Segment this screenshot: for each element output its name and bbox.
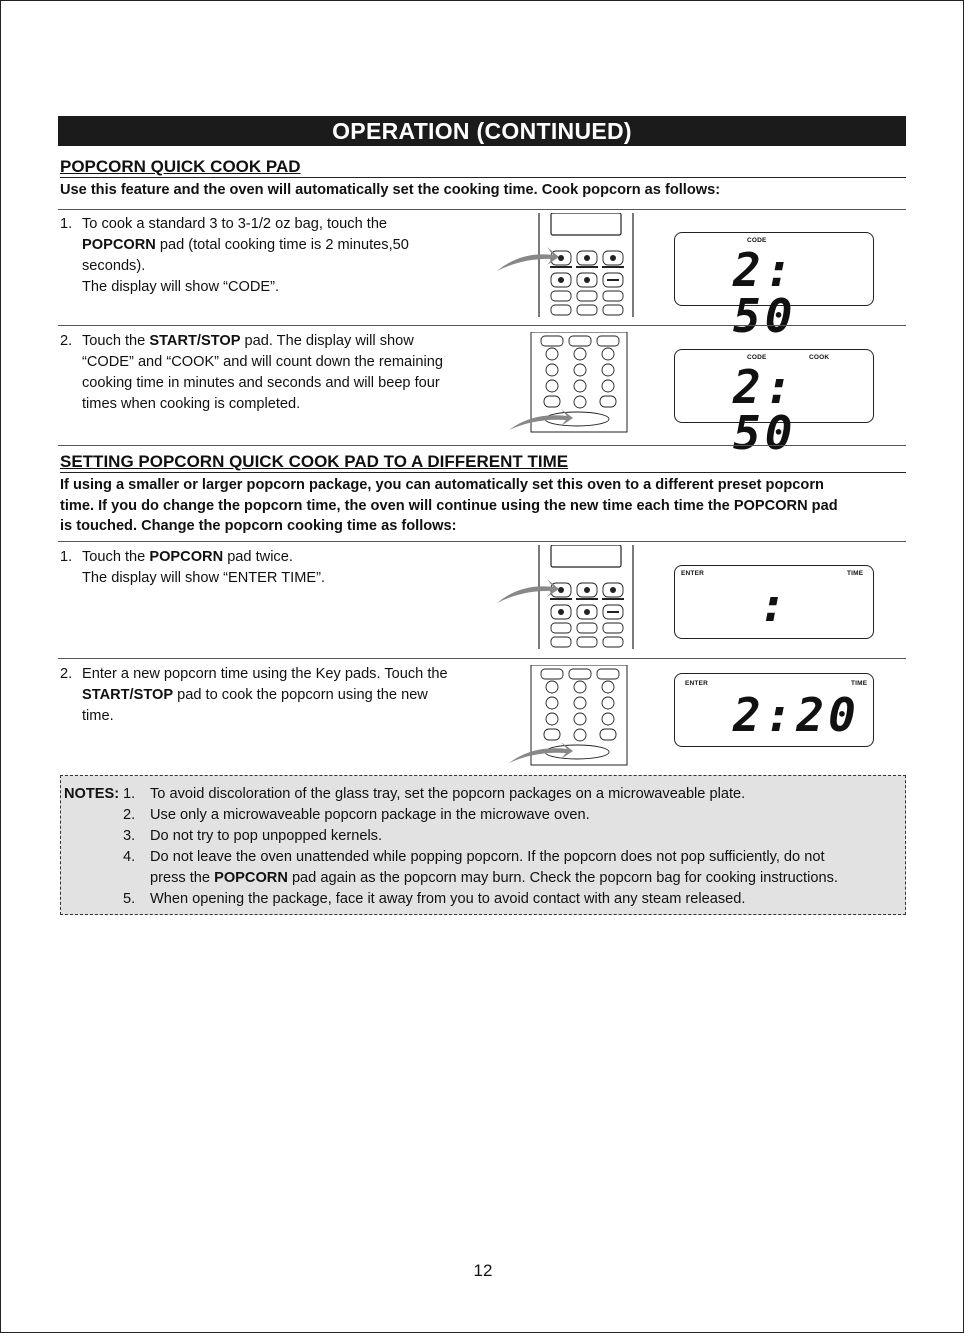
divider [58,541,906,542]
step-1-popcorn: 1. To cook a standard 3 to 3-1/2 oz bag, touch the POPCORN pad (total cooking time is 2 minutes,50 seconds). The display will show “CODE”. [60,216,409,295]
section-intro-different-time: If using a smaller or larger popcorn package, you can automatically set this oven to a different preset popcorn time. If you do change the popcorn time, the oven will continue using the new time each time the POPCORN pad is touched. Change the popcorn cooking time as follows: [60,477,838,534]
page-banner: OPERATION (CONTINUED) [58,116,906,146]
page-number: 12 [473,1261,493,1280]
keypad-start-stop-illustration-2 [507,665,631,767]
lcd-display-code-cook: CODE COOK 2: 50 [674,349,874,423]
divider [58,658,906,659]
divider [58,445,906,446]
divider [58,209,906,210]
keypad-popcorn-illustration [495,213,635,317]
keypad-start-stop-illustration [507,332,631,434]
section-intro-popcorn: Use this feature and the oven will automatically set the cooking time. Cook popcorn as follows: [60,182,721,198]
note-item: 3. Do not try to pop unpopped kernels. [123,828,383,844]
lcd-display-enter-time-220: ENTER TIME 2:20 [674,673,874,747]
note-item: 2. Use only a microwaveable popcorn package in the microwave oven. [123,807,590,823]
lcd-display-enter-time: ENTER TIME : [674,565,874,639]
note-item: 5. When opening the package, face it away from you to avoid contact with any steam released. [123,891,746,907]
note-item: 1. To avoid discoloration of the glass tray, set the popcorn packages on a microwaveable plate. [123,786,746,802]
section-title-popcorn-quick-cook: POPCORN QUICK COOK PAD [60,158,906,178]
notes-box [60,775,906,915]
step-2-enter-new-time: 2. Enter a new popcorn time using the Key pads. Touch the START/STOP pad to cook the popcorn using the new time. [60,666,448,724]
keypad-popcorn-illustration-2 [495,545,635,649]
note-item: 4. Do not leave the oven unattended while popping popcorn. If the popcorn does not pop sufficiently, do not press the POPCORN pad again as the popcorn may burn. Check the popcorn bag for cooking instructions. [123,849,838,886]
section-title-different-time: SETTING POPCORN QUICK COOK PAD TO A DIFFERENT TIME [60,453,906,473]
step-2-start-stop: 2. Touch the START/STOP pad. The display will show “CODE” and “COOK” and will count down the remaining cooking time in minutes and seconds and will beep four times when cooking is completed. [60,333,443,412]
notes-label: NOTES: [64,786,120,802]
lcd-display-code: CODE 2: 50 [674,232,874,306]
step-1-popcorn-twice: 1. Touch the POPCORN pad twice. The display will show “ENTER TIME”. [60,549,326,586]
divider [58,325,906,326]
